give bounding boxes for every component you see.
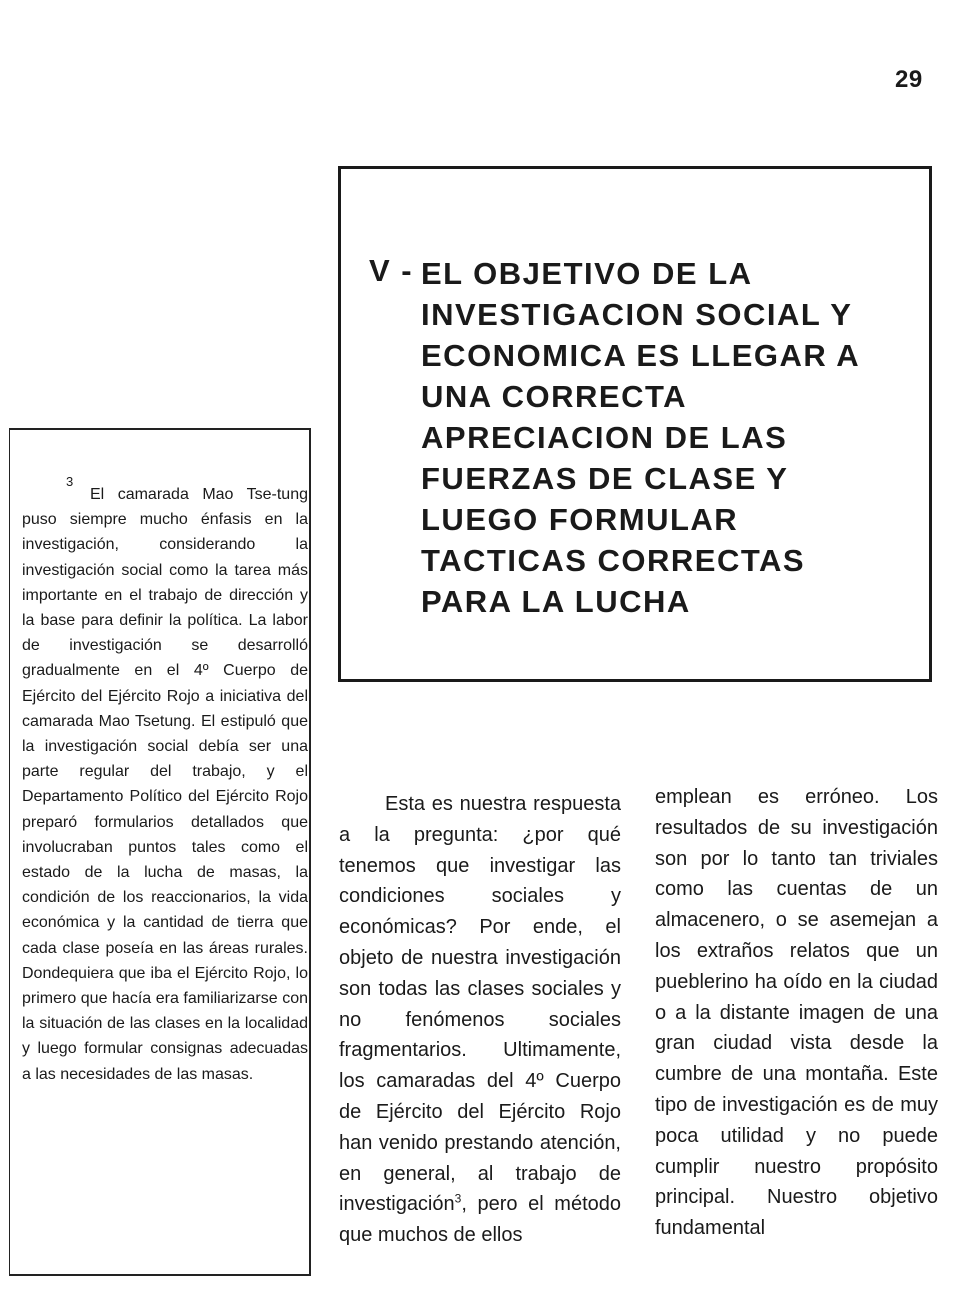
page-bottom-fade — [330, 1262, 959, 1300]
chapter-heading-box — [338, 166, 932, 682]
footnote-marker: 3 — [66, 474, 74, 489]
page-number: 29 — [895, 66, 923, 93]
footnote-box — [9, 428, 311, 1276]
body-column-left — [339, 789, 621, 1251]
chapter-number: V - — [369, 253, 414, 288]
body-text-left: Esta es nuestra respuesta a la pregunta: ¿por qué tenemos que investigar las condiciones sociales y económicas? Por ende, el objeto de nuestra investigación son todas las clases sociales y no fenómenos sociales fragmentarios. Ultimamente, los camaradas del 4º Cuerpo de Ejército del Ejército Rojo han venido prestando atención, en general, al trabajo de investigación — [339, 793, 621, 1216]
body-column-right: emplean es erróneo. Los resultados de su investigación son por lo tanto tan triviales como las cuentas de un almacenero, o se asemejan a los extraños relatos que un pueblerino ha oído en la ciudad o a la distante imagen de una gran ciudad vista desde la cumbre de una montaña. Este tipo de investigación es de muy poca utilidad y no puede cumplir nuestro propósito principal. Nuestro objetivo fundamental — [655, 786, 938, 1240]
footnote-reference: 3 — [454, 1191, 462, 1206]
footnote-text: El camarada Mao Tse-tung puso siempre mucho énfasis en la investigación, considerando la investigación social como la tarea más importante en el trabajo de dirección y la base para definir la política. La labor de investigación se desarrolló gradualmente en el 4º Cuerpo de Ejército del Ejército Rojo a iniciativa del camarada Mao Tsetung. El estipuló que la investigación social debía ser una parte regular del trabajo, y el Departamento Político del Ejército Rojo preparó formularios detallados que involucraban puntos tales como el estado de la lucha de masas, la condición de los reaccionarios, la vida económica y la cantidad de tierra que cada clase poseía en las áreas rurales. Dondequiera que iba el Ejército Rojo, lo primero que hacía era familiarizarse con la situación de las clases en la localidad y luego formular consignas adecuadas a las necesidades de las masas. — [22, 486, 308, 1083]
body-text-left-end: , pero el método que muchos de ellos — [339, 1193, 621, 1247]
chapter-title: EL OBJETIVO DE LA INVESTIGACION SOCIAL Y ECONOMICA ES LLEGAR A UNA CORRECTA APRECIACION DE LAS FUERZAS DE CLASE Y LUEGO FORMULAR TACTICAS CORRECTAS PARA LA LUCHA — [421, 256, 861, 619]
